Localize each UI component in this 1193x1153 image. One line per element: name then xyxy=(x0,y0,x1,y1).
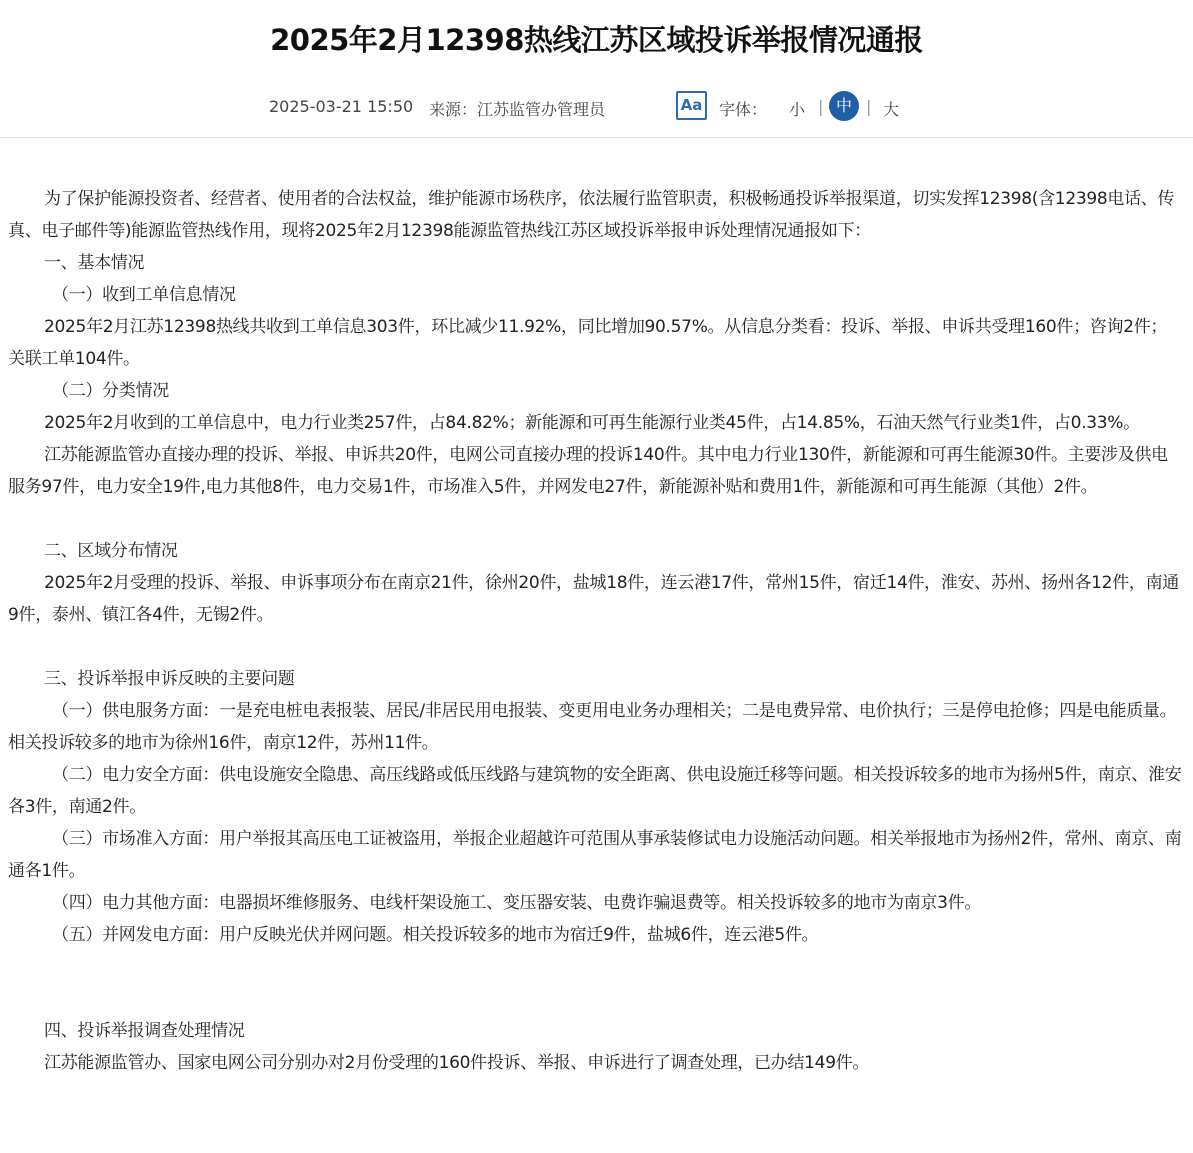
section-1-2-paragraph: 江苏能源监管办直接办理的投诉、举报、申诉共20件，电网公司直接办理的投诉140件。其中电力行业130件，新能源和可再生能源30件。主要涉及供电服务97件，电力安全19件,电力其他8件，电力交易1件，市场准入5件，并网发电27件，新能源补贴和费用1件，新能源和可再生能源（其他）2件。 xyxy=(8,445,1168,497)
intro-paragraph: 为了保护能源投资者、经营者、使用者的合法权益，维护能源市场秩序，依法履行监管职责，积极畅通投诉举报渠道，切实发挥12398(含12398电话、传真、电子邮件等)能源监管热线作用，现将2025年2月12398能源监管热线江苏区域投诉举报申诉处理情况通报如下： xyxy=(8,189,1175,241)
section-3-item: （三）市场准入方面：用户举报其高压电工证被盗用，举报企业超越许可范围从事承装修试电力设施活动问题。相关举报地市为扬州2件，常州、南京、南通各1件。 xyxy=(8,829,1182,881)
section-2-heading: 二、区域分布情况 xyxy=(44,541,178,561)
section-1-1-paragraph: 2025年2月江苏12398热线共收到工单信息303件，环比减少11.92%，同比增加90.57%。从信息分类看：投诉、举报、申诉共受理160件；咨询2件；关联工单104件。 xyxy=(8,317,1168,369)
section-4-paragraph: 江苏能源监管办、国家电网公司分别办对2月份受理的160件投诉、举报、申诉进行了调查处理，已办结149件。 xyxy=(44,1053,870,1073)
section-3-item: （四）电力其他方面：电器损坏维修服务、电线杆架设施工、变压器安装、电费诈骗退费等。相关投诉较多的地市为南京3件。 xyxy=(52,893,982,913)
spacer xyxy=(8,631,1182,663)
section-1-heading: 一、基本情况 xyxy=(44,253,145,273)
section-1-1-heading: （一）收到工单信息情况 xyxy=(52,285,236,305)
font-size-label: 字体： xyxy=(719,100,768,119)
article-body xyxy=(8,183,1182,1079)
font-size-large-button[interactable]: 大 xyxy=(883,100,900,119)
section-3-item: （一）供电服务方面：一是充电桩电表报装、居民/非居民用电报装、变更用电业务办理相关；二是电费异常、电价执行；三是停电抢修；四是电能质量。相关投诉较多的地市为徐州16件，南京12件，苏州11件。 xyxy=(8,701,1177,753)
section-1-2-heading: （二）分类情况 xyxy=(52,381,169,401)
font-size-separator: | xyxy=(818,97,824,116)
section-1-2-paragraph: 2025年2月收到的工单信息中，电力行业类257件，占84.82%；新能源和可再生能源行业类45件，占14.85%，石油天然气行业类1件，占0.33%。 xyxy=(44,413,1140,433)
spacer xyxy=(8,503,1182,535)
font-size-icon: Aa xyxy=(676,91,707,120)
section-3-heading: 三、投诉举报申诉反映的主要问题 xyxy=(44,669,295,689)
article-source: 来源：江苏监管办管理员 xyxy=(429,100,606,119)
article-header xyxy=(0,0,1193,138)
section-3-item: （五）并网发电方面：用户反映光伏并网问题。相关投诉较多的地市为宿迁9件，盐城6件，连云港5件。 xyxy=(52,925,819,945)
article-title: 2025年2月12398热线江苏区域投诉举报情况通报 xyxy=(270,23,923,57)
publish-date: 2025-03-21 15:50 xyxy=(269,97,414,116)
section-2-paragraph: 2025年2月受理的投诉、举报、申诉事项分布在南京21件，徐州20件，盐城18件，连云港17件，常州15件，宿迁14件，淮安、苏州、扬州各12件，南通9件，泰州、镇江各4件，无锡2件。 xyxy=(8,573,1180,625)
spacer xyxy=(8,951,1182,1015)
font-size-small-button[interactable]: 小 xyxy=(789,100,806,119)
font-size-medium-button[interactable]: 中 xyxy=(829,91,859,121)
section-4-heading: 四、投诉举报调查处理情况 xyxy=(44,1021,245,1041)
article-meta xyxy=(0,90,1193,124)
section-3-item: （二）电力安全方面：供电设施安全隐患、高压线路或低压线路与建筑物的安全距离、供电设施迁移等问题。相关投诉较多的地市为扬州5件，南京、淮安各3件，南通2件。 xyxy=(8,765,1182,817)
font-size-separator: | xyxy=(866,97,872,116)
